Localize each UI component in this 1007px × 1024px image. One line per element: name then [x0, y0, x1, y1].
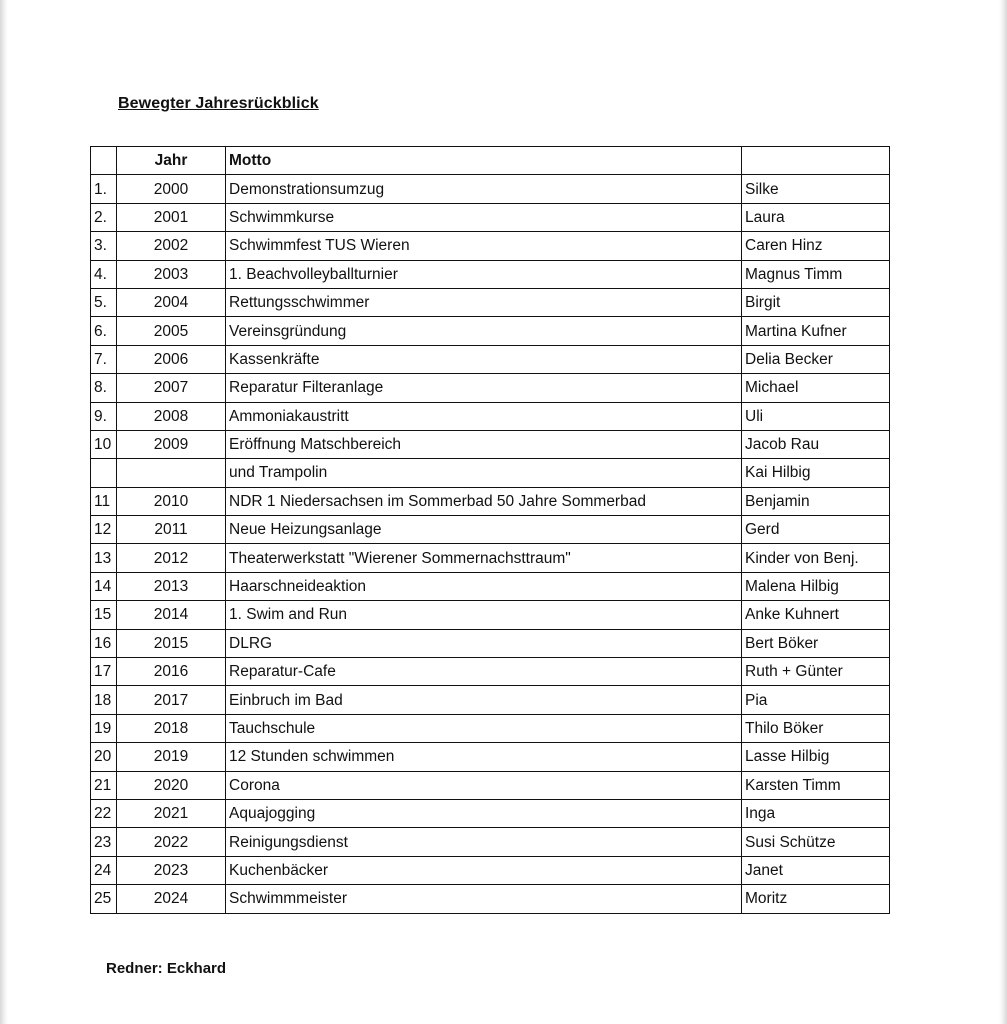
cell-motto: Aquajogging — [226, 799, 742, 827]
table-row — [91, 799, 890, 827]
cell-year: 2008 — [117, 402, 226, 430]
table-row — [91, 487, 890, 515]
cell-number: 24 — [91, 856, 117, 884]
table-row — [91, 516, 890, 544]
cell-number: 5. — [91, 288, 117, 316]
table-row — [91, 885, 890, 913]
cell-motto: Neue Heizungsanlage — [226, 516, 742, 544]
page-edge-left — [0, 0, 8, 1024]
cell-year: 2021 — [117, 799, 226, 827]
cell-number: 10 — [91, 430, 117, 458]
cell-number: 4. — [91, 260, 117, 288]
cell-motto: Reinigungsdienst — [226, 828, 742, 856]
cell-person: Martina Kufner — [742, 317, 890, 345]
table-header-row — [91, 147, 890, 175]
cell-motto: Ammoniakaustritt — [226, 402, 742, 430]
cell-number: 1. — [91, 175, 117, 203]
cell-number: 3. — [91, 232, 117, 260]
table-row — [91, 288, 890, 316]
cell-person: Ruth + Günter — [742, 658, 890, 686]
cell-number: 21 — [91, 771, 117, 799]
cell-number: 6. — [91, 317, 117, 345]
cell-person: Benjamin — [742, 487, 890, 515]
cell-number: 11 — [91, 487, 117, 515]
cell-person: Birgit — [742, 288, 890, 316]
table-row — [91, 430, 890, 458]
table-row — [91, 402, 890, 430]
cell-motto: Theaterwerkstatt "Wierener Sommernachsttraum" — [226, 544, 742, 572]
cell-person: Susi Schütze — [742, 828, 890, 856]
table-row — [91, 572, 890, 600]
cell-number: 14 — [91, 572, 117, 600]
table-row — [91, 828, 890, 856]
header-person — [742, 147, 890, 175]
cell-number: 22 — [91, 799, 117, 827]
cell-number: 2. — [91, 203, 117, 231]
cell-person: Thilo Böker — [742, 714, 890, 742]
cell-motto: Tauchschule — [226, 714, 742, 742]
cell-year: 2023 — [117, 856, 226, 884]
cell-person: Magnus Timm — [742, 260, 890, 288]
cell-year: 2001 — [117, 203, 226, 231]
cell-year: 2009 — [117, 430, 226, 458]
cell-person: Anke Kuhnert — [742, 601, 890, 629]
table-row — [91, 374, 890, 402]
cell-year: 2019 — [117, 743, 226, 771]
table-row — [91, 658, 890, 686]
table-row — [91, 345, 890, 373]
year-review-table — [90, 146, 890, 914]
cell-person: Michael — [742, 374, 890, 402]
cell-motto: Eröffnung Matschbereich — [226, 430, 742, 458]
cell-person: Moritz — [742, 885, 890, 913]
cell-person: Malena Hilbig — [742, 572, 890, 600]
cell-number: 12 — [91, 516, 117, 544]
cell-motto: Reparatur Filteranlage — [226, 374, 742, 402]
cell-year: 2020 — [117, 771, 226, 799]
cell-person: Delia Becker — [742, 345, 890, 373]
cell-person: Gerd — [742, 516, 890, 544]
header-number — [91, 147, 117, 175]
cell-year: 2014 — [117, 601, 226, 629]
cell-motto: NDR 1 Niedersachsen im Sommerbad 50 Jahre Sommerbad — [226, 487, 742, 515]
cell-motto: Schwimmmeister — [226, 885, 742, 913]
page-edge-right — [999, 0, 1007, 1024]
cell-number: 16 — [91, 629, 117, 657]
cell-number: 20 — [91, 743, 117, 771]
header-year: Jahr — [117, 147, 226, 175]
table-row — [91, 175, 890, 203]
table-row — [91, 601, 890, 629]
table-row — [91, 771, 890, 799]
cell-year: 2011 — [117, 516, 226, 544]
table-row — [91, 203, 890, 231]
cell-number: 23 — [91, 828, 117, 856]
cell-year: 2002 — [117, 232, 226, 260]
cell-year: 2007 — [117, 374, 226, 402]
cell-year: 2022 — [117, 828, 226, 856]
cell-year: 2024 — [117, 885, 226, 913]
cell-year: 2016 — [117, 658, 226, 686]
cell-year: 2012 — [117, 544, 226, 572]
cell-motto: DLRG — [226, 629, 742, 657]
cell-person: Caren Hinz — [742, 232, 890, 260]
speaker-line: Redner: Eckhard — [106, 960, 227, 977]
table-row — [91, 232, 890, 260]
cell-year: 2006 — [117, 345, 226, 373]
cell-person: Laura — [742, 203, 890, 231]
cell-year: 2010 — [117, 487, 226, 515]
table-row — [91, 459, 890, 487]
table-row — [91, 544, 890, 572]
table-body — [91, 175, 890, 913]
cell-number: 9. — [91, 402, 117, 430]
cell-year: 2018 — [117, 714, 226, 742]
cell-year: 2005 — [117, 317, 226, 345]
cell-motto: Kassenkräfte — [226, 345, 742, 373]
cell-motto: 1. Swim and Run — [226, 601, 742, 629]
cell-number: 7. — [91, 345, 117, 373]
cell-year: 2000 — [117, 175, 226, 203]
cell-motto: Kuchenbäcker — [226, 856, 742, 884]
cell-number: 17 — [91, 658, 117, 686]
document-title: Bewegter Jahresrückblick — [118, 95, 319, 112]
cell-number: 25 — [91, 885, 117, 913]
cell-motto: und Trampolin — [226, 459, 742, 487]
cell-year — [117, 459, 226, 487]
cell-person: Bert Böker — [742, 629, 890, 657]
cell-motto: Reparatur-Cafe — [226, 658, 742, 686]
cell-year: 2003 — [117, 260, 226, 288]
cell-number: 18 — [91, 686, 117, 714]
table-row — [91, 714, 890, 742]
cell-motto: Rettungsschwimmer — [226, 288, 742, 316]
cell-number: 15 — [91, 601, 117, 629]
cell-year: 2015 — [117, 629, 226, 657]
table-row — [91, 317, 890, 345]
cell-year: 2004 — [117, 288, 226, 316]
cell-person: Pia — [742, 686, 890, 714]
table-row — [91, 629, 890, 657]
cell-motto: Demonstrationsumzug — [226, 175, 742, 203]
table-row — [91, 743, 890, 771]
header-motto: Motto — [226, 147, 742, 175]
cell-number: 19 — [91, 714, 117, 742]
cell-motto: Schwimmfest TUS Wieren — [226, 232, 742, 260]
cell-person: Inga — [742, 799, 890, 827]
cell-number: 8. — [91, 374, 117, 402]
table-row — [91, 686, 890, 714]
cell-number: 13 — [91, 544, 117, 572]
cell-motto: Corona — [226, 771, 742, 799]
cell-motto: Haarschneideaktion — [226, 572, 742, 600]
cell-motto: Einbruch im Bad — [226, 686, 742, 714]
cell-person: Uli — [742, 402, 890, 430]
cell-year: 2017 — [117, 686, 226, 714]
cell-year: 2013 — [117, 572, 226, 600]
cell-person: Lasse Hilbig — [742, 743, 890, 771]
cell-person: Silke — [742, 175, 890, 203]
cell-motto: Schwimmkurse — [226, 203, 742, 231]
cell-person: Kinder von Benj. — [742, 544, 890, 572]
table-row — [91, 260, 890, 288]
cell-motto: Vereinsgründung — [226, 317, 742, 345]
cell-number — [91, 459, 117, 487]
cell-person: Janet — [742, 856, 890, 884]
cell-motto: 12 Stunden schwimmen — [226, 743, 742, 771]
cell-person: Karsten Timm — [742, 771, 890, 799]
table-row — [91, 856, 890, 884]
cell-motto: 1. Beachvolleyballturnier — [226, 260, 742, 288]
cell-person: Kai Hilbig — [742, 459, 890, 487]
cell-person: Jacob Rau — [742, 430, 890, 458]
